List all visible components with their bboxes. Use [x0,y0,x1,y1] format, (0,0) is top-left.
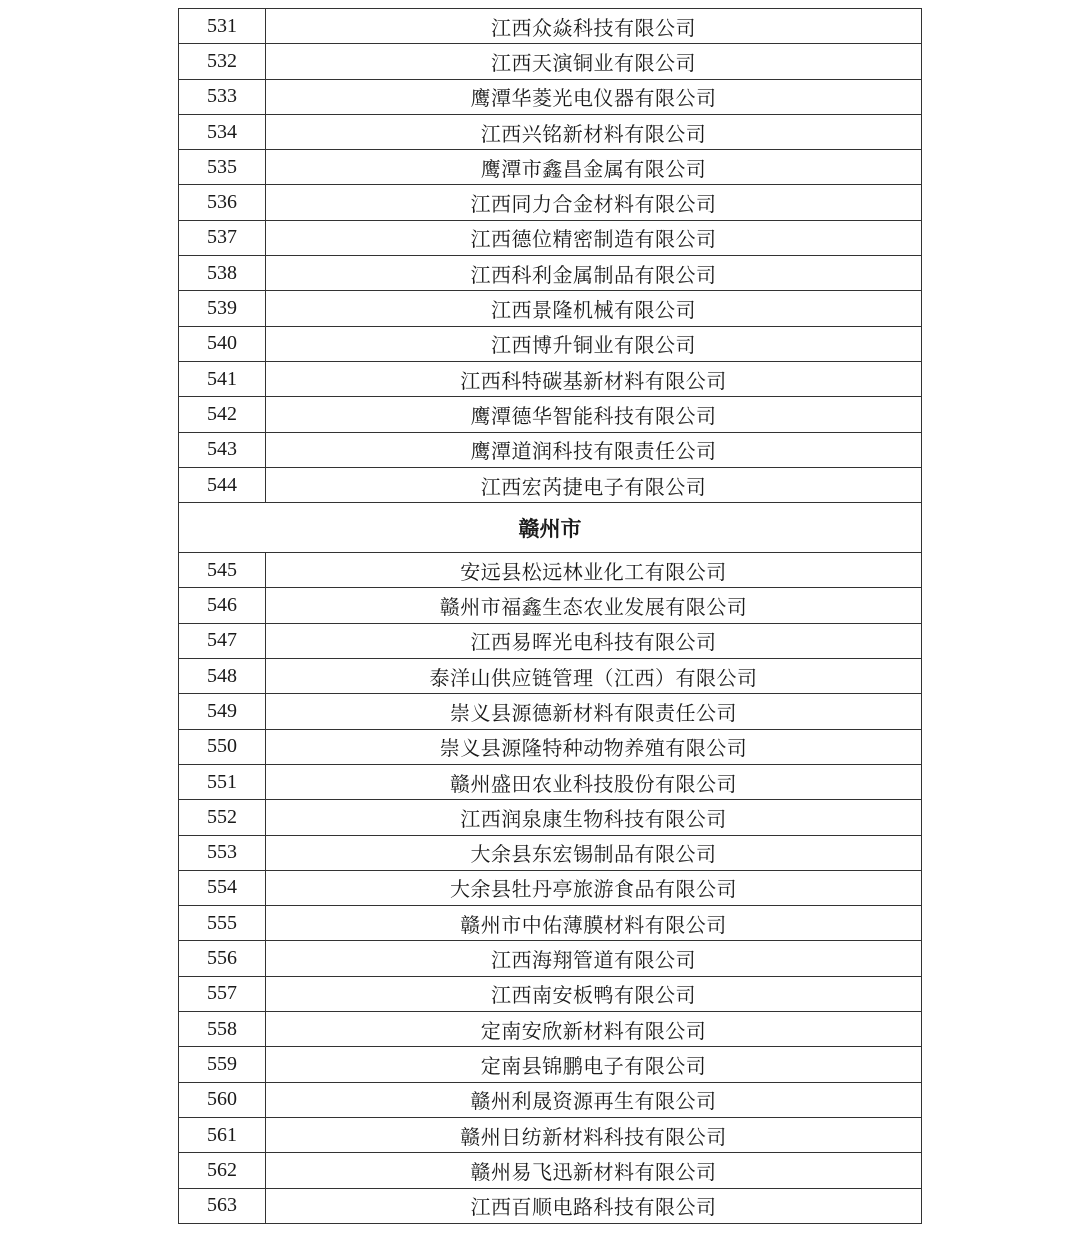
table-row [179,432,922,467]
table-row [179,659,922,694]
company-name: 江西易晖光电科技有限公司 [266,623,922,658]
row-number: 558 [179,1012,266,1047]
table-row [179,185,922,220]
company-name: 崇义县源德新材料有限责任公司 [266,694,922,729]
company-name: 鹰潭德华智能科技有限公司 [266,397,922,432]
table-row [179,623,922,658]
table-row [179,1012,922,1047]
row-number: 534 [179,114,266,149]
row-number: 540 [179,326,266,361]
company-name: 鹰潭市鑫昌金属有限公司 [266,150,922,185]
row-number: 561 [179,1117,266,1152]
table-row [179,1153,922,1188]
company-name: 江西博升铜业有限公司 [266,326,922,361]
row-number: 552 [179,800,266,835]
company-name: 大余县牡丹亭旅游食品有限公司 [266,870,922,905]
company-name: 鹰潭道润科技有限责任公司 [266,432,922,467]
table-row [179,256,922,291]
row-number: 554 [179,870,266,905]
row-number: 533 [179,79,266,114]
row-number: 562 [179,1153,266,1188]
company-name: 定南安欣新材料有限公司 [266,1012,922,1047]
table-row [179,835,922,870]
row-number: 538 [179,256,266,291]
company-name: 江西海翔管道有限公司 [266,941,922,976]
company-name: 江西兴铭新材料有限公司 [266,114,922,149]
company-name: 江西百顺电路科技有限公司 [266,1188,922,1223]
row-number: 553 [179,835,266,870]
table-row [179,150,922,185]
table-row [179,588,922,623]
row-number: 556 [179,941,266,976]
table-row [179,764,922,799]
region-header-row [179,503,922,553]
row-number: 560 [179,1082,266,1117]
row-number: 535 [179,150,266,185]
company-name: 江西同力合金材料有限公司 [266,185,922,220]
row-number: 545 [179,553,266,588]
table-row [179,1047,922,1082]
company-name: 江西宏芮捷电子有限公司 [266,467,922,502]
table-row [179,976,922,1011]
row-number: 555 [179,906,266,941]
table-row [179,870,922,905]
company-name: 江西天演铜业有限公司 [266,44,922,79]
company-name: 江西德位精密制造有限公司 [266,220,922,255]
row-number: 537 [179,220,266,255]
table-row [179,291,922,326]
row-number: 544 [179,467,266,502]
table-row [179,1117,922,1152]
company-name: 大余县东宏锡制品有限公司 [266,835,922,870]
table-row [179,326,922,361]
company-name: 崇义县源隆特种动物养殖有限公司 [266,729,922,764]
table-row [179,1082,922,1117]
company-name: 安远县松远林业化工有限公司 [266,553,922,588]
row-number: 546 [179,588,266,623]
table-row [179,9,922,44]
row-number: 532 [179,44,266,79]
company-name: 江西科利金属制品有限公司 [266,256,922,291]
company-name: 江西科特碳基新材料有限公司 [266,361,922,396]
row-number: 541 [179,361,266,396]
table-row [179,467,922,502]
company-table-body [179,9,922,1224]
company-name: 江西润泉康生物科技有限公司 [266,800,922,835]
row-number: 563 [179,1188,266,1223]
row-number: 547 [179,623,266,658]
company-name: 鹰潭华菱光电仪器有限公司 [266,79,922,114]
company-name: 赣州盛田农业科技股份有限公司 [266,764,922,799]
row-number: 531 [179,9,266,44]
table-row [179,44,922,79]
company-name: 江西南安板鸭有限公司 [266,976,922,1011]
company-name: 江西景隆机械有限公司 [266,291,922,326]
table-row [179,941,922,976]
row-number: 551 [179,764,266,799]
company-name: 泰洋山供应链管理（江西）有限公司 [266,659,922,694]
row-number: 542 [179,397,266,432]
row-number: 549 [179,694,266,729]
region-title: 赣州市 [179,503,922,553]
table-row [179,220,922,255]
company-name: 赣州日纺新材料科技有限公司 [266,1117,922,1152]
table-row [179,800,922,835]
table-row [179,553,922,588]
row-number: 557 [179,976,266,1011]
company-name: 江西众焱科技有限公司 [266,9,922,44]
company-table [178,8,922,1224]
row-number: 536 [179,185,266,220]
row-number: 539 [179,291,266,326]
table-row [179,79,922,114]
company-name: 赣州市中佑薄膜材料有限公司 [266,906,922,941]
company-name: 赣州利晟资源再生有限公司 [266,1082,922,1117]
company-list-sheet [178,8,922,1224]
row-number: 559 [179,1047,266,1082]
company-name: 赣州市福鑫生态农业发展有限公司 [266,588,922,623]
table-row [179,1188,922,1223]
row-number: 550 [179,729,266,764]
table-row [179,694,922,729]
table-row [179,397,922,432]
table-row [179,361,922,396]
row-number: 543 [179,432,266,467]
table-row [179,906,922,941]
table-row [179,114,922,149]
company-name: 定南县锦鹏电子有限公司 [266,1047,922,1082]
table-row [179,729,922,764]
row-number: 548 [179,659,266,694]
company-name: 赣州易飞迅新材料有限公司 [266,1153,922,1188]
